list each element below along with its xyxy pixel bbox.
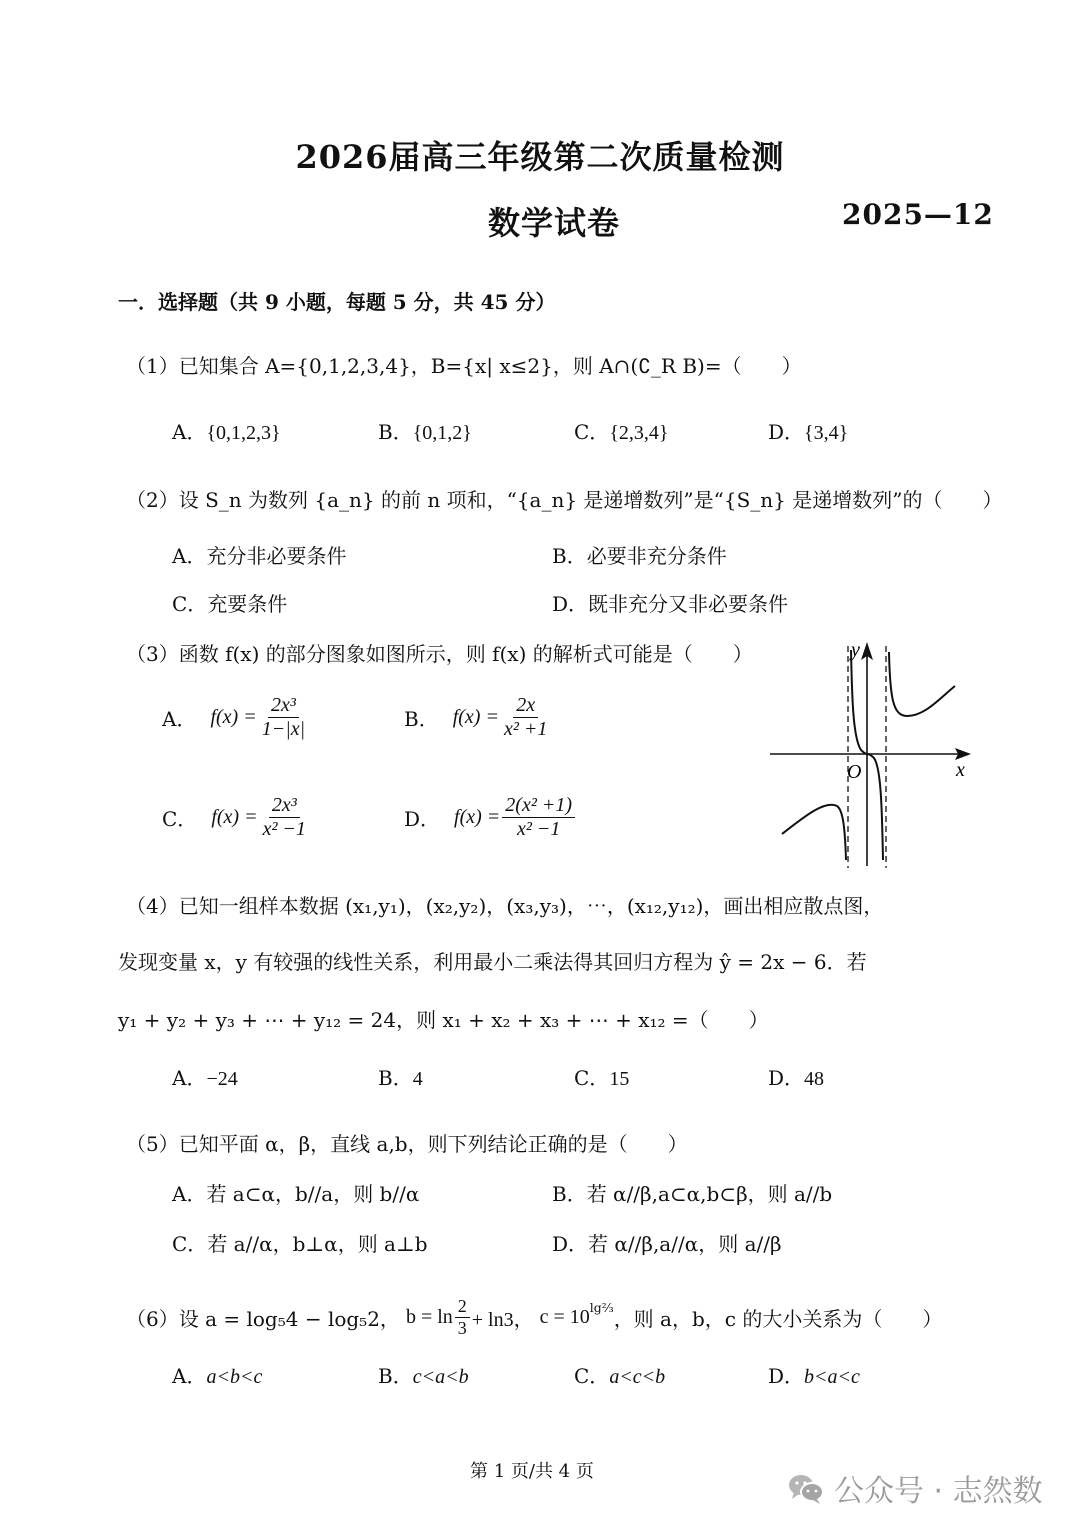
q4-option-b[interactable] [378,1062,423,1091]
option-text: 若 α//β,a//α，则 a//β [588,1232,782,1256]
option-label: A． [172,544,207,568]
x-axis-label: x [956,759,965,781]
question-text: 函数 f(x) 的部分图象如图所示，则 f(x) 的解析式可能是（ ） [178,642,753,666]
q3-option-d[interactable] [404,794,577,841]
option-label: B． [378,1066,413,1090]
option-label: C． [172,1232,208,1256]
option-label: A． [172,420,207,444]
question-6-stem [126,1296,942,1338]
exponent: lg⅔ [589,1299,614,1315]
question-text: 已知平面 α，β，直线 a,b，则下列结论正确的是（ ） [178,1132,688,1156]
formula-numerator: 2x³ [268,694,299,718]
question-text: 已知一组样本数据 (x₁,y₁)，(x₂,y₂)，(x₃,y₃)，⋯，(x₁₂,y₁₂)，画出相应散点图， [178,894,884,918]
question-number: （1） [126,354,179,378]
question-5-stem [126,1128,688,1157]
option-text: 充要条件 [207,592,288,616]
option-text: {3,4} [804,422,849,444]
option-label: D． [768,420,805,444]
q2-option-b[interactable] [552,540,727,569]
q4-option-d[interactable] [768,1062,824,1091]
exam-title: 2026届高三年级第二次质量检测 [295,138,785,176]
option-text: 既非充分又非必要条件 [588,592,789,616]
page-info: 第 1 页/共 4 页 [470,1461,594,1482]
option-label: B． [552,1182,587,1206]
q4-option-a[interactable] [172,1062,238,1091]
question-4-line-1 [126,890,883,919]
option-label: B． [552,544,587,568]
exam-subtitle: 数学试卷 [488,204,621,242]
q2-option-a[interactable] [172,540,346,569]
q2-option-c[interactable] [172,588,287,617]
question-number: （3） [126,642,179,666]
origin-label: O [847,761,862,783]
q6-option-d[interactable] [768,1360,860,1389]
question-number: （5） [126,1132,179,1156]
option-label: A． [172,1182,207,1206]
q4-option-c[interactable] [574,1062,629,1091]
q6-option-a[interactable] [172,1360,262,1389]
option-label: D． [552,592,589,616]
option-text: b<a<c [804,1366,860,1388]
option-label: B． [378,1364,413,1388]
exam-date: 2025—12 [842,198,994,231]
question-text: 设 S_n 为数列 {a_n} 的前 n 项和，“{a_n} 是递增数列”是“{S_n} 是递增数列”的（ ） [178,488,1003,512]
option-text: 若 α//β,a⊂α,b⊂β，则 a//b [586,1182,833,1206]
question-4-line-2: 发现变量 x，y 有较强的线性关系，利用最小二乘法得其回归方程为 ŷ = 2x − 6．若 [118,950,867,974]
option-text: a<c<b [609,1366,666,1388]
formula-numerator: 2x³ [269,794,300,818]
q5-option-a[interactable] [172,1178,419,1207]
fraction-denominator: 3 [457,1317,467,1338]
formula-denominator: x² −1 [262,818,306,840]
question-number: （4） [126,894,179,918]
option-label: A． [162,707,197,731]
wechat-icon [786,1471,826,1505]
option-text: {2,3,4} [609,422,669,444]
section-heading: 一．选择题（共 9 小题，每题 5 分，共 45 分） [118,290,556,314]
q5-option-c[interactable] [172,1228,428,1257]
option-label: C． [162,807,198,831]
question-number: （2） [126,488,179,512]
question-text-a: 设 a = log₅4 − log₅2， [178,1306,400,1331]
formula-numerator: 2x [513,694,538,718]
q3-option-b[interactable] [404,694,552,741]
curve-right-branch [889,652,955,716]
option-label: D． [768,1364,805,1388]
y-axis-label: y [851,639,860,661]
question-text: 已知集合 A={0,1,2,3,4}，B={x| x≤2}，则 A∩(∁_R B)=（ ） [178,354,802,378]
option-label: C． [574,1364,610,1388]
question-text-c-prefix: c = 10 [539,1305,590,1328]
option-text: 4 [412,1068,423,1090]
option-label: C． [172,592,208,616]
formula-denominator: x² +1 [503,718,548,740]
option-label: A． [172,1364,207,1388]
q3-option-a[interactable] [162,694,310,741]
question-2-stem [126,484,1003,513]
fraction-numerator: 2 [455,1296,470,1318]
option-label: A． [172,1066,207,1090]
q3-function-graph [765,638,980,870]
option-text: 48 [804,1068,825,1090]
q3-option-c[interactable] [162,794,311,841]
curve-left-branch [782,805,846,860]
question-text-b-suffix: + ln3， [471,1308,534,1331]
option-text: c<a<b [412,1366,469,1388]
q5-option-d[interactable] [552,1228,782,1257]
option-label: C． [574,1066,610,1090]
option-label: D． [768,1066,805,1090]
option-text: 充分非必要条件 [206,544,347,568]
formula-lhs: f(x) = [454,806,501,828]
question-4-line-3: y₁ + y₂ + y₃ + ⋯ + y₁₂ = 24，则 x₁ + x₂ + x₃ + ⋯ + x₁₂ =（ ） [118,1008,769,1032]
formula-denominator: 1−|x| [261,718,306,740]
question-3-stem [126,638,753,667]
q2-option-d[interactable] [552,588,788,617]
q6-option-b[interactable] [378,1360,469,1389]
q1-option-a[interactable] [172,416,281,445]
option-label: C． [574,420,610,444]
option-text: 若 a//α，b⊥α，则 a⊥b [207,1232,428,1256]
question-1-stem [126,350,802,379]
formula-lhs: f(x) = [210,706,257,728]
q6-option-c[interactable] [574,1360,665,1389]
option-label: D． [552,1232,589,1256]
option-label: B． [378,420,413,444]
option-text: 15 [609,1068,630,1090]
option-label: D． [404,807,441,831]
option-label: B． [404,707,439,731]
formula-numerator: 2(x² +1) [502,794,575,818]
option-text: 必要非充分条件 [586,544,727,568]
watermark [786,1466,1043,1510]
question-number: （6） [126,1306,179,1331]
q1-option-d[interactable] [768,416,848,445]
option-text: {0,1,2,3} [206,422,281,444]
formula-lhs: f(x) = [452,706,499,728]
option-text: −24 [206,1068,238,1090]
formula-lhs: f(x) = [211,806,258,828]
watermark-text: 公众号 · 志然数 [834,1474,1043,1509]
question-text-tail: ，则 a，b，c 的大小关系为（ ） [613,1306,943,1331]
option-text: 若 a⊂α，b//a，则 b//α [206,1182,420,1206]
q5-option-b[interactable] [552,1178,832,1207]
option-text: {0,1,2} [412,422,472,444]
q1-option-c[interactable] [574,416,669,445]
option-text: a<b<c [206,1366,263,1388]
q1-option-b[interactable] [378,416,472,445]
formula-denominator: x² −1 [516,818,561,840]
question-text-b-prefix: b = ln [405,1305,453,1328]
